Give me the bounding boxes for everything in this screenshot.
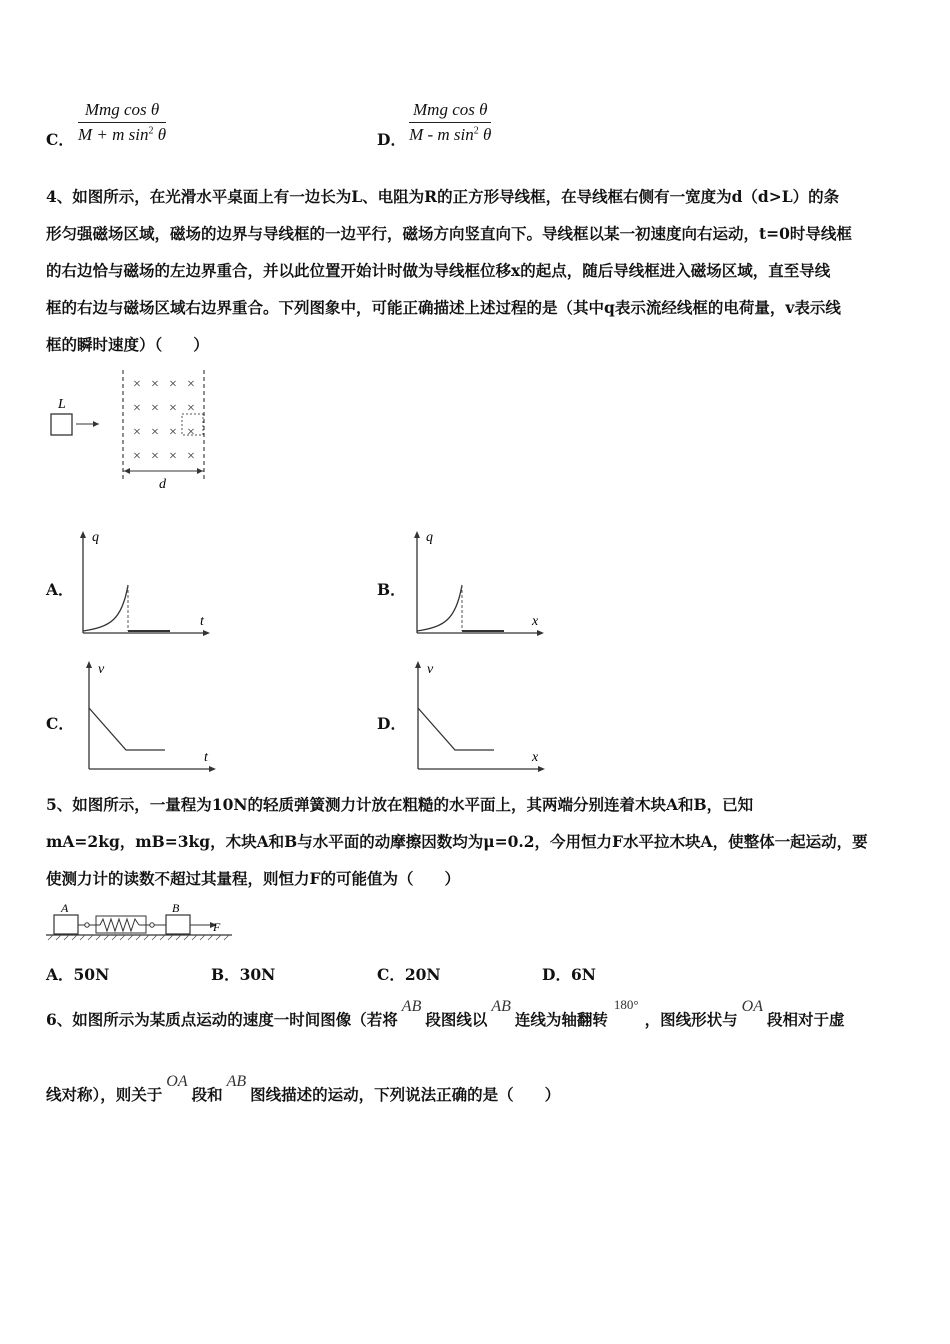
ground-hatching — [48, 935, 229, 940]
q4-option-b-graph[interactable] — [404, 525, 549, 640]
velocity-line — [418, 708, 494, 750]
q6-math-ab: AB — [401, 998, 422, 1015]
q4-line: 框的瞬时速度）（ ） — [46, 335, 209, 354]
q6-math-ab: AB — [226, 1073, 247, 1090]
q3-option-d-formula — [409, 100, 491, 145]
q5-line: mA=2kg，mB=3kg，木块A和B与水平面的动摩擦因数均为μ=0.2，今用恒力F水平拉木块A，使整体一起运动，要 — [46, 832, 868, 851]
q5-option-d[interactable]: D．6N — [542, 965, 596, 984]
svg-text:×: × — [187, 425, 195, 440]
hook — [85, 923, 89, 927]
q5-line: 5、如图所示，一量程为10N的轻质弹簧测力计放在粗糙的水平面上，其两端分别连着木块A和B，已知 — [46, 795, 754, 814]
q3-c-numerator: Mmg cos θ — [78, 100, 166, 123]
q6-math-oa: OA — [166, 1073, 188, 1090]
y-axis-label: q — [92, 530, 99, 545]
x-axis-arrowhead — [538, 766, 545, 772]
q5-option-a[interactable]: A．50N — [46, 965, 110, 984]
curve — [83, 585, 128, 631]
q4-option-c-graph[interactable] — [76, 655, 221, 775]
svg-text:×: × — [187, 377, 195, 392]
dim-arrow-left — [124, 468, 130, 474]
q6-math-oa: OA — [741, 998, 763, 1015]
svg-text:×: × — [187, 401, 195, 416]
question-6-line-1 — [46, 997, 845, 1030]
x-axis-arrowhead — [209, 766, 216, 772]
q6-text: 段和 — [191, 1085, 223, 1104]
svg-text:×: × — [133, 449, 141, 464]
svg-text:×: × — [151, 401, 159, 416]
y-axis-label: q — [426, 530, 433, 545]
block-b — [166, 915, 190, 934]
q6-text: ，图线形状与 — [644, 1010, 738, 1029]
question-4-text — [46, 178, 908, 363]
y-axis-label: v — [427, 662, 434, 677]
hook — [150, 923, 154, 927]
block-b-label: B — [172, 901, 180, 915]
question-6-line-2 — [46, 1073, 561, 1105]
q4-line: 形匀强磁场区域，磁场的边界与导线框的一边平行，磁场方向竖直向下。导线框以某一初速度向右运动，t=0时导线框 — [46, 224, 852, 243]
q5-spring-figure — [44, 900, 239, 942]
q4-option-a-graph[interactable] — [70, 525, 215, 640]
question-5-text — [46, 786, 908, 897]
width-label: d — [159, 477, 166, 492]
q3-c-denominator: M + m $\sin^2 \theta$ — [78, 125, 167, 144]
q6-text: 连线为轴翻转 — [514, 1010, 608, 1029]
svg-text:×: × — [187, 449, 195, 464]
q6-text: 段图线以 — [425, 1010, 488, 1029]
q6-math-180: 180° — [613, 997, 639, 1012]
svg-text:×: × — [133, 425, 141, 440]
y-axis-arrowhead — [415, 661, 421, 668]
q3-option-c-label[interactable]: C． — [46, 130, 74, 149]
y-axis-arrowhead — [86, 661, 92, 668]
y-axis-label: v — [98, 662, 105, 677]
q6-text: 图线描述的运动，下列说法正确的是（ ） — [250, 1085, 561, 1104]
x-axis-label: x — [532, 750, 539, 765]
q5-option-b[interactable]: B．30N — [211, 965, 276, 984]
svg-text:×: × — [169, 377, 177, 392]
q6-text: 线对称），则关于 — [46, 1085, 163, 1104]
block-a-label: A — [61, 901, 69, 915]
svg-text:×: × — [169, 401, 177, 416]
q6-text: 段相对于虚 — [766, 1010, 845, 1029]
x-axis-label: x — [532, 614, 539, 629]
curve — [417, 585, 462, 631]
q3-option-d-label[interactable]: D． — [377, 130, 406, 149]
x-axis-arrowhead — [537, 630, 544, 636]
q4-line: 4、如图所示，在光滑水平桌面上有一边长为L、电阻为R的正方形导线框，在导线框右侧有一宽度为d（d>L）的条 — [46, 187, 840, 206]
velocity-arrowhead — [93, 421, 99, 427]
force-label: F — [213, 920, 221, 934]
q6-math-ab: AB — [491, 998, 511, 1015]
frame-side-label: L — [58, 397, 66, 412]
q4-option-a-label[interactable]: A． — [46, 580, 74, 599]
q5-line: 使测力计的读数不超过其量程，则恒力F的可能值为（ ） — [46, 869, 461, 888]
q4-option-d-label[interactable]: D． — [377, 714, 406, 733]
q3-d-numerator: Mmg cos θ — [409, 100, 491, 123]
q3-option-c-formula — [78, 100, 166, 145]
block-a — [54, 915, 78, 934]
field-symbols — [133, 377, 195, 464]
svg-text:×: × — [151, 425, 159, 440]
q4-line: 框的右边与磁场区域右边界重合。下列图象中，可能正确描述上述过程的是（其中q表示流经线框的电荷量，v表示线 — [46, 298, 841, 317]
q4-line: 的右边恰与磁场的左边界重合，并以此位置开始计时做为导线框位移x的起点，随后导线框进入磁场区域，直至导线 — [46, 261, 831, 280]
svg-text:×: × — [151, 449, 159, 464]
svg-text:×: × — [133, 401, 141, 416]
x-axis-label: t — [200, 614, 204, 629]
q5-option-c[interactable]: C．20N — [377, 965, 441, 984]
q4-option-b-label[interactable]: B． — [377, 580, 406, 599]
svg-text:×: × — [169, 449, 177, 464]
svg-text:×: × — [151, 377, 159, 392]
spring — [100, 919, 139, 931]
y-axis-arrowhead — [414, 531, 420, 538]
svg-text:×: × — [133, 377, 141, 392]
dim-arrow-right — [197, 468, 203, 474]
x-axis-arrowhead — [203, 630, 210, 636]
q4-option-d-graph[interactable] — [405, 655, 550, 775]
velocity-line — [89, 708, 165, 750]
q4-magnetic-field-figure — [44, 366, 224, 496]
x-axis-label: t — [204, 750, 208, 765]
y-axis-arrowhead — [80, 531, 86, 538]
q3-d-denominator: M - m $\sin^2 \theta$ — [409, 125, 492, 144]
q4-option-c-label[interactable]: C． — [46, 714, 74, 733]
svg-text:×: × — [169, 425, 177, 440]
q6-text: 6、如图所示为某质点运动的速度一时间图像（若将 — [46, 1010, 398, 1029]
wire-frame — [51, 414, 72, 435]
